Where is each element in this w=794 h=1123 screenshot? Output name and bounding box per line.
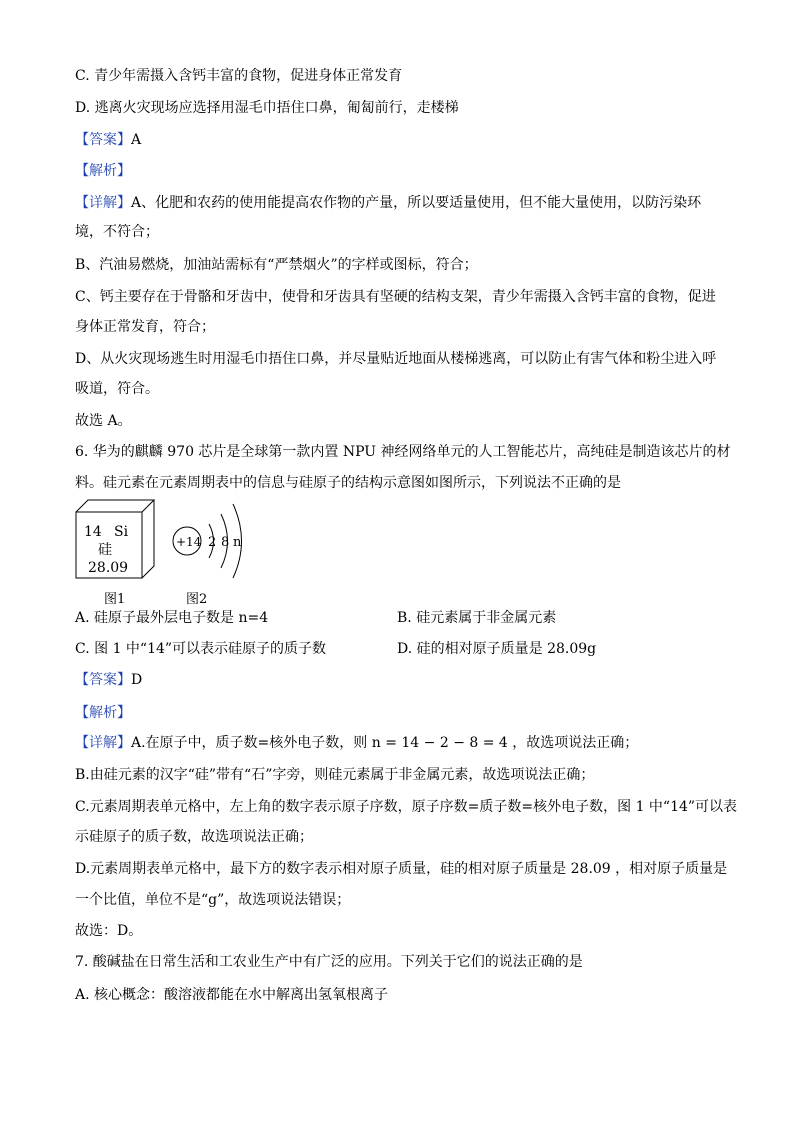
q5-detail-4: [75, 287, 716, 307]
q6-option-right: D. 硅的相对原子质量是 28.09g: [397, 641, 597, 657]
q5-choose: [75, 411, 132, 431]
q6-analysis: [75, 703, 131, 723]
q6-option-left: A. 硅原子最外层电子数是 n=4: [75, 610, 269, 626]
q6-stem-2: [75, 473, 621, 493]
q5-detail-7: [75, 379, 159, 399]
q6-detail-1-tag: 【详解】: [75, 735, 131, 751]
q5-detail-3: [75, 255, 478, 275]
q5-detail-6-text: D、从火灾现场逃生时用湿毛巾捂住口鼻，并尽量贴近地面从楼梯逃离，可以防止有害气体和粉尘进入呼: [75, 351, 717, 367]
q5-detail-7-text: 吸道，符合。: [75, 381, 159, 397]
q6-analysis-tag: 【解析】: [75, 705, 131, 721]
q6-stem-1-text: 6. 华为的麒麟 970 芯片是全球第一款内置 NPU 神经网络单元的人工智能芯片，高纯硅是制造该芯片的材: [75, 444, 731, 460]
q5-detail-1-text: A、化肥和农药的使用能提高农作物的产量，所以要适量使用，但不能大量使用，以防污染环: [131, 195, 702, 211]
q5-detail-2-text: 境，不符合；: [75, 224, 159, 240]
q6-option-left: C. 图 1 中“14”可以表示硅原子的质子数: [75, 641, 327, 657]
q6-detail-4: [75, 827, 313, 847]
q6-detail-5-text: D.元素周期表单元格中，最下方的数字表示相对原子质量，硅的相对原子质量是 28.09 ，相对原子质量是: [75, 861, 728, 877]
q6-detail-1-text: A.在原子中，质子数=核外电子数，则 n = 14 − 2 − 8 = 4 ，故选项说法正确；: [131, 735, 639, 751]
q7-stem-text: 7. 酸碱盐在日常生活和工农业生产中有广泛的应用。下列关于它们的说法正确的是: [75, 954, 583, 970]
shell-2-electrons: 8: [221, 535, 230, 550]
q6-option-right: B. 硅元素属于非金属元素: [397, 610, 557, 626]
q5-answer-tag: 【答案】: [75, 132, 131, 148]
q6-detail-4-text: 示硅原子的质子数，故选项说法正确；: [75, 829, 313, 845]
shell-3-electrons: n: [233, 535, 242, 550]
q5-opt-d-text: D. 逃离火灾现场应选择用湿毛巾捂住口鼻，匍匐前行，走楼梯: [75, 100, 459, 116]
q6-stem-2-text: 料。硅元素在元素周期表中的信息与硅原子的结构示意图如图所示，下列说法不正确的是: [75, 475, 621, 491]
q5-opt-c-text: C. 青少年需摄入含钙丰富的食物，促进身体正常发育: [75, 68, 403, 84]
fig1-label: 图1: [104, 592, 126, 607]
q6-detail-2-text: B.由硅元素的汉字“硅”带有“石”字旁，则硅元素属于非金属元素，故选项说法正确；: [75, 767, 595, 783]
q5-detail-5: [75, 317, 215, 337]
q5-opt-c: [75, 66, 402, 86]
q5-choose-text: 故选 A。: [75, 413, 132, 429]
element-symbol: Si: [114, 524, 129, 540]
q6-choose: [75, 921, 142, 941]
q5-detail-5-text: 身体正常发育，符合；: [75, 319, 215, 335]
silicon-figure: [70, 496, 270, 610]
q6-detail-5: [75, 859, 727, 879]
q6-choose-text: 故选：D。: [75, 923, 143, 939]
q6-detail-3-text: C.元素周期表单元格中，左上角的数字表示原子序数，原子序数=质子数=核外电子数，图 1 中“14”可以表: [75, 799, 738, 815]
q5-answer: [75, 130, 141, 150]
q6-detail-3: [75, 797, 737, 817]
q5-detail-2: [75, 222, 159, 242]
q5-detail-4-text: C、钙主要存在于骨骼和牙齿中，使骨和牙齿具有坚硬的结构支架，青少年需摄入含钙丰富的食物，促进: [75, 289, 716, 305]
q6-detail-2: [75, 765, 594, 785]
q5-opt-d: [75, 98, 459, 118]
q6-stem-1: [75, 442, 731, 462]
q5-answer-text: A: [131, 132, 142, 148]
atomic-mass: 28.09: [88, 560, 129, 576]
q6-answer-text: D: [131, 672, 143, 688]
element-name: 硅: [98, 542, 112, 558]
element-number: 14: [84, 524, 102, 540]
q7-stem: [75, 952, 583, 972]
q5-detail-3-text: B、汽油易燃烧，加油站需标有“严禁烟火”的字样或图标，符合；: [75, 257, 478, 273]
q6-detail-6: [75, 890, 350, 910]
nucleus-charge: +14: [176, 535, 202, 549]
q6-detail-1: [75, 733, 638, 753]
q6-detail-6-text: 一个比值，单位不是“g”，故选项说法错误；: [75, 892, 351, 908]
fig2-label: 图2: [186, 592, 208, 607]
q5-analysis-tag: 【解析】: [75, 163, 131, 179]
q5-analysis: [75, 161, 131, 181]
q7-opt-a: [75, 985, 388, 1005]
shell-1-electrons: 2: [208, 535, 217, 550]
q5-detail-1: [75, 193, 701, 213]
q5-detail-6: [75, 349, 716, 369]
q6-answer-tag: 【答案】: [75, 672, 131, 688]
q6-answer: [75, 670, 142, 690]
q7-opt-a-text: A. 核心概念：酸溶液都能在水中解离出氢氧根离子: [75, 987, 389, 1003]
q5-detail-1-tag: 【详解】: [75, 195, 131, 211]
figure-svg: [70, 496, 270, 606]
